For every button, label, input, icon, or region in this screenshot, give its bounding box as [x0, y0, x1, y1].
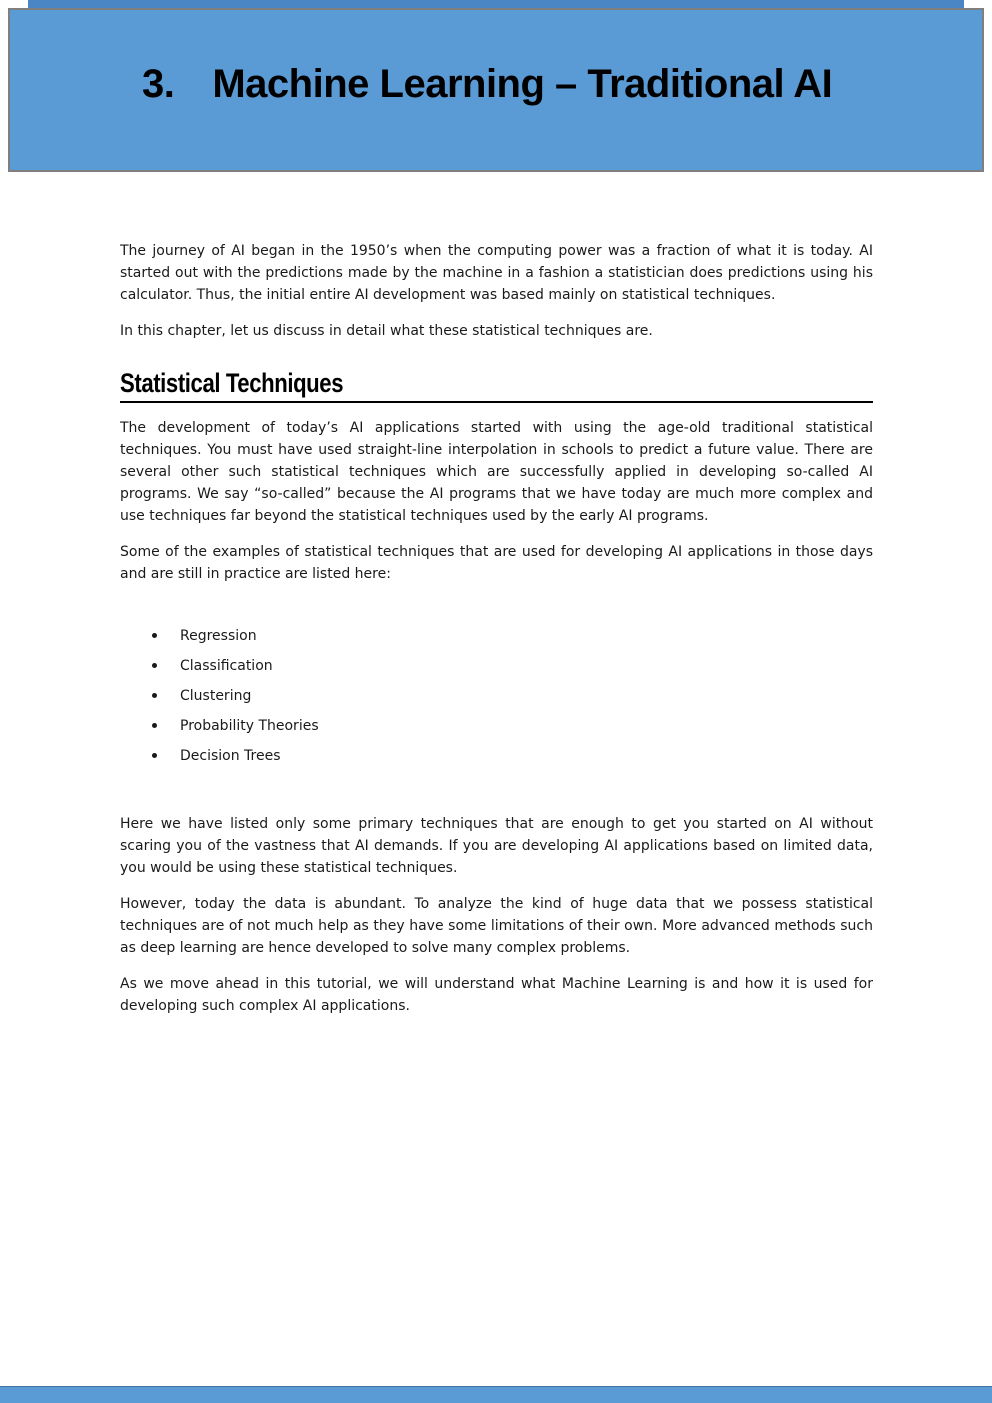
bullet-icon	[152, 693, 157, 698]
section-paragraph-2: Some of the examples of statistical techniques that are used for developing AI applications in those days and are still in practice are listed here:	[120, 544, 873, 582]
document-body	[120, 240, 873, 1031]
list-item-label: Regression	[180, 628, 257, 644]
list-item-label: Probability Theories	[180, 718, 319, 734]
chapter-number: 3.	[142, 62, 175, 106]
bullet-icon	[152, 723, 157, 728]
statistical-techniques-list	[152, 625, 873, 767]
list-item-label: Decision Trees	[180, 748, 281, 764]
chapter-title	[142, 62, 942, 107]
list-item	[152, 655, 873, 677]
section-heading-rule	[120, 368, 873, 403]
list-item-label: Clustering	[180, 688, 252, 704]
list-item	[152, 685, 873, 707]
footer-bar	[0, 1386, 992, 1403]
intro-paragraph-2: In this chapter, let us discuss in detail what these statistical techniques are.	[120, 323, 653, 339]
bullet-icon	[152, 663, 157, 668]
list-item	[152, 715, 873, 737]
intro-paragraph-1: The journey of AI began in the 1950’s when the computing power was a fraction of what it is today. AI started out with the predictions made by the machine in a fashion a statistician does predictions using his calculator. Thus, the initial entire AI development was based mainly on statistical techniques.	[120, 243, 873, 303]
bullet-icon	[152, 633, 157, 638]
list-item-label: Classification	[180, 658, 273, 674]
chapter-header-banner	[8, 8, 984, 172]
section-heading: Statistical Techniques	[120, 368, 344, 398]
list-item	[152, 625, 873, 647]
closing-paragraph-1: Here we have listed only some primary techniques that are enough to get you started on AI without scaring you of the vastness that AI demands. If you are developing AI applications based on limited data, you would be using these statistical techniques.	[120, 816, 873, 876]
closing-paragraph-3: As we move ahead in this tutorial, we will understand what Machine Learning is and how it is used for developing such complex AI applications.	[120, 976, 873, 1014]
list-item	[152, 745, 873, 767]
chapter-title-text: Machine Learning – Traditional AI	[212, 62, 833, 106]
section-paragraph-1: The development of today’s AI applications started with using the age-old traditional statistical techniques. You must have used straight-line interpolation in schools to predict a future value. There are several other such statistical techniques which are successfully applied in developing so-called AI programs. We say “so-called” because the AI programs that we have today are much more complex and use techniques far beyond the statistical techniques used by the early AI programs.	[120, 420, 873, 524]
bullet-icon	[152, 753, 157, 758]
closing-paragraph-2: However, today the data is abundant. To analyze the kind of huge data that we possess statistical techniques are of not much help as they have some limitations of their own. More advanced methods such as deep learning are hence developed to solve many complex problems.	[120, 896, 873, 956]
